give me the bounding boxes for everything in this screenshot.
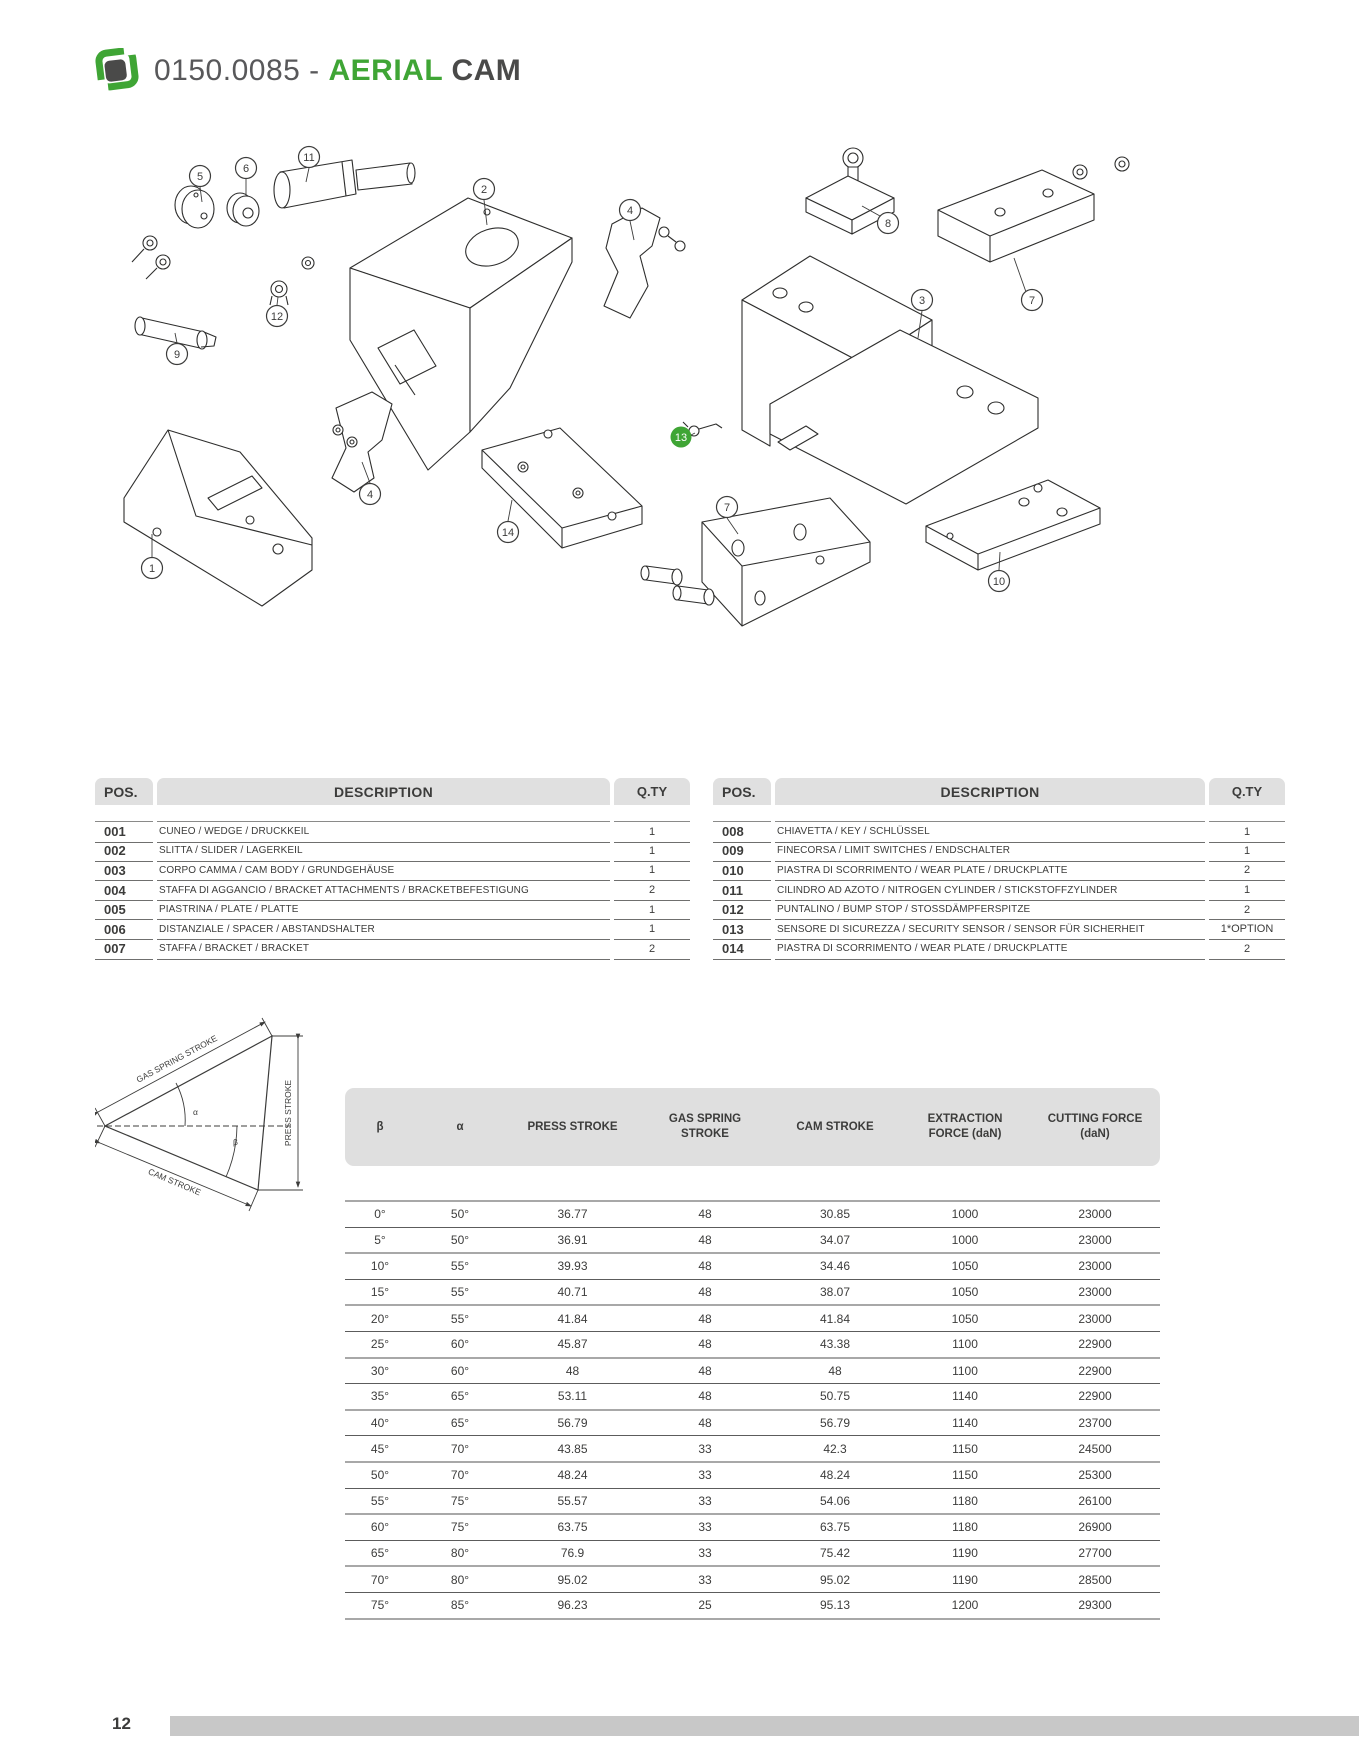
table-row — [345, 1228, 1160, 1255]
table-cell: 22900 — [1078, 1337, 1112, 1352]
table-cell: 55° — [450, 1259, 470, 1274]
diagram-callout — [190, 166, 211, 187]
table-cell: 011 — [713, 880, 771, 901]
table-row — [345, 1254, 1160, 1280]
table-cell: 012 — [713, 900, 771, 921]
part-wedge-1 — [124, 430, 312, 606]
table-cell: 014 — [713, 939, 771, 960]
table-row — [345, 1384, 1160, 1411]
table-cell: 48 — [828, 1363, 842, 1378]
table-cell: 63.75 — [819, 1520, 851, 1535]
table-cell: 75° — [370, 1598, 390, 1613]
table-cell: 33 — [698, 1572, 712, 1587]
table-cell: 28500 — [1078, 1572, 1112, 1587]
table-cell: 40.71 — [557, 1285, 588, 1300]
table-cell: 48.24 — [819, 1468, 851, 1483]
diagram-callout — [360, 484, 381, 505]
table-cell: 48 — [698, 1311, 712, 1326]
diagram-callout — [912, 290, 933, 311]
parts-table-right — [713, 778, 1285, 959]
table-cell: 36.91 — [557, 1232, 588, 1247]
table-cell: 24500 — [1078, 1441, 1112, 1456]
diagram-callout — [142, 558, 163, 579]
svg-text:9: 9 — [173, 349, 181, 361]
diagram-callout — [167, 344, 188, 365]
page-number: 12 — [112, 1714, 131, 1733]
table-cell: 33 — [698, 1546, 712, 1561]
table-cell: 009 — [713, 841, 771, 862]
table-row — [713, 861, 1285, 881]
table-cell: STAFFA / BRACKET / BRACKET — [157, 939, 610, 960]
table-cell: 96.23 — [557, 1598, 588, 1613]
table-cell: 2 — [614, 939, 690, 960]
table-row — [713, 842, 1285, 862]
table-cell: 1000 — [951, 1207, 979, 1222]
table-cell: 006 — [95, 919, 153, 940]
table-row — [345, 1332, 1160, 1359]
table-cell: 33 — [698, 1468, 712, 1483]
column-header-gas-spring-stroke: GAS SPRING STROKE — [668, 1113, 742, 1140]
table-cell: 50° — [450, 1232, 470, 1247]
table-cell: 50.75 — [819, 1389, 851, 1404]
table-cell: 55° — [370, 1493, 390, 1508]
table-cell: 70° — [450, 1441, 470, 1456]
diagram-callout — [474, 179, 495, 200]
table-row — [95, 940, 690, 960]
table-cell: 55.57 — [557, 1493, 588, 1508]
table-cell: 48 — [698, 1389, 712, 1404]
table-cell: 95.13 — [819, 1598, 851, 1613]
wedge-outline — [105, 1036, 272, 1190]
part-bracket-7-top — [938, 157, 1129, 262]
table-row — [713, 900, 1285, 920]
table-cell: 007 — [95, 939, 153, 960]
part-bump-stop-12 — [270, 281, 288, 305]
table-cell: 80° — [450, 1546, 470, 1561]
table-cell: 55° — [450, 1285, 470, 1300]
table-row — [95, 920, 690, 940]
column-header-pos: POS. — [95, 778, 153, 805]
table-cell: 23000 — [1078, 1232, 1112, 1247]
table-cell: 85° — [450, 1598, 470, 1613]
table-cell: 48 — [698, 1232, 712, 1247]
table-cell: 1050 — [951, 1259, 979, 1274]
press-stroke-label: PRESS STROKE — [283, 1079, 293, 1147]
table-cell: 005 — [95, 900, 153, 921]
table-cell: 54.06 — [819, 1493, 851, 1508]
table-row — [713, 920, 1285, 940]
column-header-pos: POS. — [713, 778, 771, 805]
column-header-alpha: α — [456, 1120, 464, 1133]
diagram-callout — [620, 200, 641, 221]
header — [92, 48, 521, 94]
table-cell: 40° — [370, 1416, 390, 1431]
column-header-extraction-force: EXTRACTION FORCE (daN) — [927, 1113, 1003, 1140]
stroke-table-body — [345, 1200, 1160, 1620]
svg-text:2: 2 — [480, 184, 488, 196]
table-cell: PUNTALINO / BUMP STOP / STOSSDÄMPFERSPITZE — [775, 900, 1205, 921]
part-bracket-4-top — [604, 208, 685, 318]
table-cell: 50° — [370, 1468, 390, 1483]
table-cell: 20° — [370, 1311, 390, 1326]
table-cell: SENSORE DI SICUREZZA / SECURITY SENSOR / SENSOR FÜR SICHERHEIT — [775, 919, 1205, 940]
table-cell: STAFFA DI AGGANCIO / BRACKET ATTACHMENTS / BRACKETBEFESTIGUNG — [157, 880, 610, 901]
svg-text:7: 7 — [1028, 295, 1036, 307]
table-cell: 004 — [95, 880, 153, 901]
svg-text:7: 7 — [723, 502, 731, 514]
table-cell: 60° — [370, 1520, 390, 1535]
table-cell: 48 — [698, 1363, 712, 1378]
diagram-callout — [989, 571, 1010, 592]
table-cell: 41.84 — [557, 1311, 588, 1326]
table-cell: 1 — [614, 821, 690, 843]
part-bracket-4-bottom — [332, 392, 392, 492]
table-cell: 56.79 — [557, 1416, 588, 1431]
footer-bar — [170, 1716, 1359, 1736]
stroke-data-table — [345, 1088, 1160, 1620]
table-row — [713, 940, 1285, 960]
table-cell: 41.84 — [819, 1311, 851, 1326]
table-row — [345, 1359, 1160, 1385]
table-row — [345, 1411, 1160, 1437]
table-cell: 70° — [370, 1572, 390, 1587]
table-cell: 1150 — [952, 1441, 978, 1456]
table-cell: 2 — [1209, 939, 1285, 960]
svg-text:14: 14 — [501, 527, 515, 539]
table-cell: 23000 — [1078, 1311, 1112, 1326]
table-cell: 42.3 — [823, 1441, 847, 1456]
table-cell: 50° — [450, 1207, 470, 1222]
table-cell: 1180 — [952, 1520, 978, 1535]
part-slider-body-3 — [742, 256, 1038, 504]
table-cell: 43.38 — [819, 1337, 851, 1352]
table-cell: 75° — [450, 1493, 470, 1508]
table-cell: 25° — [370, 1337, 390, 1352]
parts-table-body — [713, 822, 1285, 959]
table-cell: 0° — [374, 1207, 386, 1222]
column-header-qty: Q.TY — [1209, 778, 1285, 805]
table-cell: 60° — [450, 1337, 470, 1352]
diagram-callout — [671, 427, 692, 448]
product-name-accent: AERIAL — [328, 54, 443, 87]
table-cell: 65° — [450, 1389, 470, 1404]
table-cell: 60° — [450, 1363, 470, 1378]
part-wear-plate-10 — [926, 480, 1100, 570]
table-cell: 1180 — [952, 1493, 978, 1508]
table-cell: 70° — [450, 1468, 470, 1483]
svg-text:3: 3 — [918, 295, 926, 307]
table-cell: 48 — [698, 1285, 712, 1300]
svg-text:8: 8 — [884, 218, 892, 230]
table-cell: 23000 — [1078, 1207, 1112, 1222]
table-row — [345, 1541, 1160, 1568]
table-row — [345, 1280, 1160, 1307]
table-row — [95, 900, 690, 920]
table-row — [713, 881, 1285, 901]
svg-text:11: 11 — [303, 152, 315, 164]
svg-text:5: 5 — [196, 171, 204, 183]
table-cell: 65° — [370, 1546, 390, 1561]
table-cell: 48 — [698, 1259, 712, 1274]
stroke-table-header — [345, 1088, 1160, 1166]
table-cell: SLITTA / SLIDER / LAGERKEIL — [157, 841, 610, 862]
diagram-callout — [236, 158, 257, 179]
table-cell: 23000 — [1078, 1285, 1112, 1300]
table-cell: 25 — [698, 1598, 712, 1613]
table-cell: PIASTRINA / PLATE / PLATTE — [157, 900, 610, 921]
parts-table-header — [713, 778, 1285, 805]
column-header-press-stroke: PRESS STROKE — [527, 1120, 618, 1133]
table-row — [345, 1567, 1160, 1593]
table-cell: 002 — [95, 841, 153, 862]
svg-text:6: 6 — [242, 163, 250, 175]
table-row — [95, 881, 690, 901]
column-header-qty: Q.TY — [614, 778, 690, 805]
table-cell: 56.79 — [819, 1416, 851, 1431]
table-row — [345, 1306, 1160, 1332]
table-cell: 55° — [450, 1311, 470, 1326]
column-header-description: DESCRIPTION — [775, 778, 1205, 805]
table-cell: 1140 — [952, 1416, 978, 1431]
svg-text:4: 4 — [366, 489, 374, 501]
table-cell: 39.93 — [557, 1259, 588, 1274]
table-cell: 53.11 — [557, 1389, 588, 1404]
table-cell: 1 — [614, 861, 690, 882]
diagram-callout — [267, 306, 288, 327]
table-cell: 75° — [450, 1520, 470, 1535]
table-cell: 1200 — [951, 1598, 979, 1613]
table-cell: 1 — [614, 900, 690, 921]
table-cell: CUNEO / WEDGE / DRUCKKEIL — [157, 821, 610, 843]
table-cell: PIASTRA DI SCORRIMENTO / WEAR PLATE / DRUCKPLATTE — [775, 861, 1205, 882]
table-cell: 1190 — [952, 1572, 978, 1587]
product-code: 0150.0085 - — [154, 54, 329, 87]
table-cell: 27700 — [1078, 1546, 1112, 1561]
table-cell: FINECORSA / LIMIT SWITCHES / ENDSCHALTER — [775, 841, 1205, 862]
table-cell: 013 — [713, 919, 771, 940]
table-cell: 1 — [1209, 880, 1285, 901]
table-cell: 48.24 — [557, 1468, 588, 1483]
table-cell: 38.07 — [819, 1285, 851, 1300]
cam-stroke-label: CAM STROKE — [146, 1166, 203, 1198]
table-cell: 008 — [713, 821, 771, 843]
svg-text:1: 1 — [148, 563, 156, 575]
table-cell: 26900 — [1078, 1520, 1112, 1535]
table-cell: 23700 — [1078, 1416, 1112, 1431]
table-cell: 1100 — [952, 1337, 978, 1352]
table-cell: 1 — [1209, 821, 1285, 843]
table-cell: 26100 — [1078, 1493, 1112, 1508]
table-cell: 25300 — [1078, 1468, 1112, 1483]
column-header-cutting-force: CUTTING FORCE (daN) — [1047, 1113, 1143, 1140]
table-cell: 95.02 — [819, 1572, 851, 1587]
table-cell: 48 — [565, 1363, 580, 1378]
table-cell: 1000 — [951, 1232, 979, 1247]
table-cell: 65° — [450, 1416, 470, 1431]
svg-text:4: 4 — [626, 205, 634, 217]
part-bracket-7-bottom — [641, 498, 870, 626]
table-row — [345, 1489, 1160, 1516]
diagram-callout — [717, 497, 738, 518]
svg-text:10: 10 — [992, 576, 1006, 588]
table-cell: CILINDRO AD AZOTO / NITROGEN CYLINDER / STICKSTOFFZYLINDER — [775, 880, 1205, 901]
table-cell: 001 — [95, 821, 153, 843]
table-cell: 80° — [450, 1572, 470, 1587]
exploded-parts-diagram — [0, 0, 1359, 680]
table-row — [713, 822, 1285, 842]
part-disc-6 — [227, 193, 259, 226]
table-cell: 33 — [698, 1441, 712, 1456]
table-cell: 48 — [698, 1337, 712, 1352]
table-cell: 29300 — [1078, 1598, 1112, 1613]
table-row — [95, 822, 690, 842]
table-cell: 45.87 — [557, 1337, 588, 1352]
table-cell: 2 — [1209, 900, 1285, 921]
table-cell: 003 — [95, 861, 153, 882]
table-cell: 75.42 — [819, 1546, 851, 1561]
table-row — [345, 1515, 1160, 1541]
brand-logo-icon — [92, 48, 140, 94]
table-cell: PIASTRA DI SCORRIMENTO / WEAR PLATE / DRUCKPLATTE — [775, 939, 1205, 960]
table-cell: 1 — [1209, 841, 1285, 862]
diagram-callout — [1022, 290, 1043, 311]
svg-text:13: 13 — [674, 432, 688, 444]
table-row — [345, 1463, 1160, 1489]
column-header-beta: β — [376, 1120, 384, 1133]
table-cell: 1*OPTION — [1209, 919, 1285, 940]
part-disc-5 — [175, 186, 214, 228]
gas-spring-stroke-label: GAS SPRING STROKE — [134, 1033, 219, 1085]
table-cell: 2 — [1209, 861, 1285, 882]
column-header-description: DESCRIPTION — [157, 778, 610, 805]
table-cell: 45° — [370, 1441, 390, 1456]
table-cell: 010 — [713, 861, 771, 882]
table-cell: 23000 — [1078, 1259, 1112, 1274]
table-cell: 15° — [370, 1285, 390, 1300]
table-cell: 22900 — [1078, 1363, 1112, 1378]
table-cell: 2 — [614, 880, 690, 901]
table-cell: 34.07 — [819, 1232, 851, 1247]
table-cell: 34.46 — [819, 1259, 851, 1274]
table-cell: 1 — [614, 841, 690, 862]
svg-text:12: 12 — [270, 311, 284, 323]
table-cell: 1 — [614, 919, 690, 940]
table-cell: 10° — [370, 1259, 390, 1274]
table-cell: 1140 — [952, 1389, 978, 1404]
page-title — [154, 54, 521, 88]
table-cell: CHIAVETTA / KEY / SCHLÜSSEL — [775, 821, 1205, 843]
table-cell: 48 — [698, 1207, 712, 1222]
table-row — [345, 1593, 1160, 1620]
table-cell: 95.02 — [557, 1572, 588, 1587]
table-cell: 1190 — [952, 1546, 978, 1561]
beta-label: β — [233, 1137, 238, 1147]
table-row — [95, 861, 690, 881]
table-cell: 63.75 — [557, 1520, 588, 1535]
table-cell: CORPO CAMMA / CAM BODY / GRUNDGEHÄUSE — [157, 861, 610, 882]
table-cell: 35° — [370, 1389, 390, 1404]
diagram-callout — [878, 213, 899, 234]
part-nitrogen-cylinder — [274, 160, 415, 208]
table-cell: 1100 — [952, 1363, 978, 1378]
table-cell: 5° — [374, 1232, 386, 1247]
diagram-callout — [299, 147, 320, 168]
product-name: CAM — [442, 54, 522, 87]
table-row — [95, 842, 690, 862]
table-cell: 76.9 — [560, 1546, 585, 1561]
parts-table-left — [95, 778, 690, 959]
table-cell: DISTANZIALE / SPACER / ABSTANDSHALTER — [157, 919, 610, 940]
table-cell: 48 — [698, 1416, 712, 1431]
table-cell: 1150 — [952, 1468, 978, 1483]
table-cell: 33 — [698, 1493, 712, 1508]
parts-table-header — [95, 778, 690, 805]
stroke-angle-diagram — [95, 1003, 345, 1218]
table-cell: 30.85 — [819, 1207, 851, 1222]
column-header-cam-stroke: CAM STROKE — [796, 1120, 874, 1133]
table-cell: 22900 — [1078, 1389, 1112, 1404]
parts-table-body — [95, 822, 690, 959]
table-cell: 36.77 — [557, 1207, 588, 1222]
table-cell: 43.85 — [557, 1441, 588, 1456]
table-cell: 33 — [698, 1520, 712, 1535]
table-cell: 1050 — [951, 1311, 979, 1326]
screw-icon — [132, 236, 314, 279]
alpha-label: α — [193, 1107, 198, 1117]
table-row — [345, 1436, 1160, 1463]
table-row — [345, 1200, 1160, 1228]
table-cell: 30° — [370, 1363, 390, 1378]
table-cell: 1050 — [951, 1285, 979, 1300]
diagram-callout — [498, 522, 519, 543]
